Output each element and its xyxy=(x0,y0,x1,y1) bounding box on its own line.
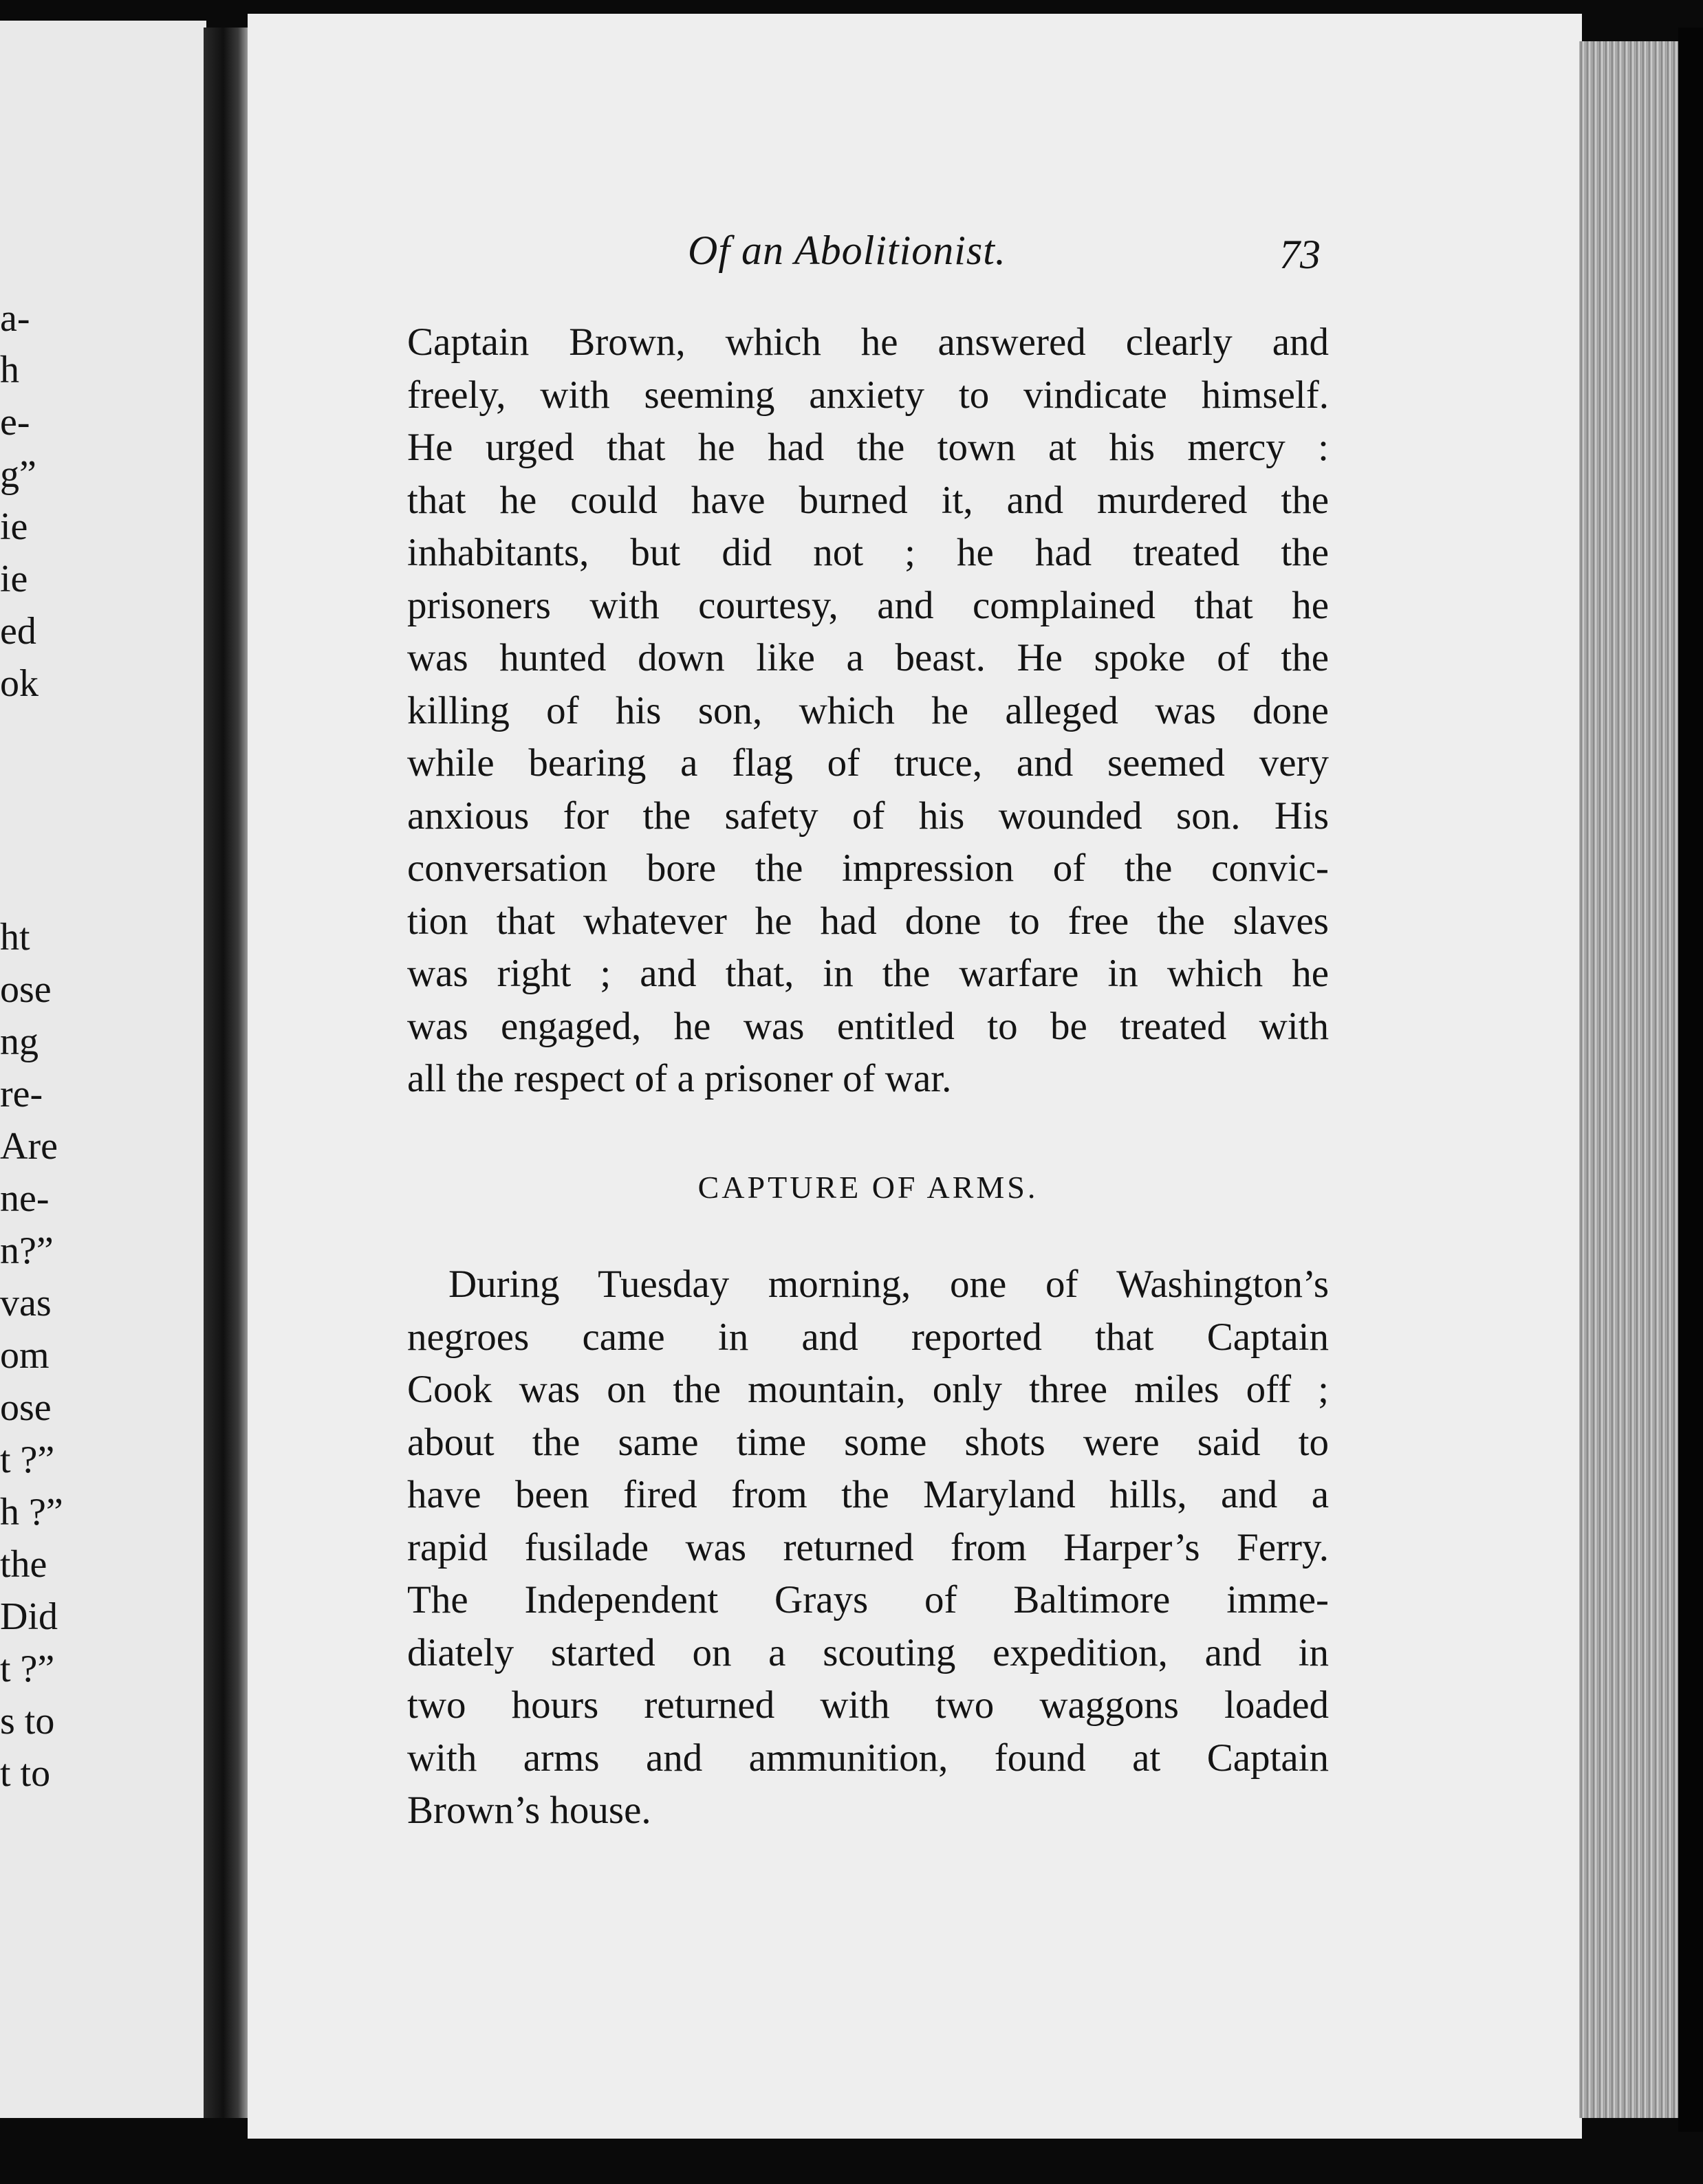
previous-page-fragment: ok xyxy=(0,662,39,705)
text-line: Cook was on the mountain, only three miles off ; xyxy=(407,1368,1329,1411)
text-line: negroes came in and reported that Captain xyxy=(407,1315,1329,1359)
previous-page-fragment: t ?” xyxy=(0,1439,55,1481)
text-line: was right ; and that, in the warfare in which he xyxy=(407,952,1329,995)
page-header xyxy=(688,227,1321,296)
page-number: 73 xyxy=(1279,232,1321,277)
text-line: two hours returned with two waggons loaded xyxy=(407,1683,1329,1727)
text-line: with arms and ammunition, found at Captain xyxy=(407,1736,1329,1780)
previous-page-fragment: ie xyxy=(0,558,28,600)
text-line: while bearing a flag of truce, and seemed very xyxy=(407,741,1329,785)
previous-page-fragment: ne- xyxy=(0,1177,50,1220)
text-line: all the respect of a prisoner of war. xyxy=(407,1057,952,1100)
text-line: tion that whatever he had done to free the slaves xyxy=(407,899,1329,943)
text-line: conversation bore the impression of the convic- xyxy=(407,847,1329,890)
previous-page-fragment: ie xyxy=(0,505,28,548)
paragraph-1 xyxy=(407,316,1329,1106)
book-gutter xyxy=(204,28,253,2118)
text-line: about the same time some shots were said to xyxy=(407,1420,1329,1464)
previous-page-fragment: h xyxy=(0,349,19,391)
previous-page-fragment: Are xyxy=(0,1125,58,1168)
previous-page-fragment: Did xyxy=(0,1595,58,1638)
previous-page-fragment: ose xyxy=(0,1386,52,1429)
previous-page-fragment: ng xyxy=(0,1020,39,1063)
scan-border xyxy=(1678,28,1703,2132)
text-line: was hunted down like a beast. He spoke of the xyxy=(407,636,1329,679)
previous-page-fragment: t ?” xyxy=(0,1648,55,1690)
previous-page-fragment: e- xyxy=(0,401,30,444)
previous-page-fragment: ed xyxy=(0,610,36,653)
page-edges xyxy=(1579,41,1682,2118)
running-head: Of an Abolitionist. xyxy=(688,228,1006,273)
text-line: was engaged, he was entitled to be treated with xyxy=(407,1004,1329,1048)
previous-page-fragment: g” xyxy=(0,453,36,496)
previous-page-fragment: ht xyxy=(0,916,30,959)
previous-page-fragment: n?” xyxy=(0,1230,54,1272)
previous-page-fragment: h ?” xyxy=(0,1491,63,1533)
text-line: inhabitants, but did not ; he had treated the xyxy=(407,531,1329,574)
previous-page xyxy=(0,21,206,2118)
text-line: prisoners with courtesy, and complained that he xyxy=(407,583,1329,627)
text-line: diately started on a scouting expedition, and in xyxy=(407,1630,1329,1674)
previous-page-fragment: om xyxy=(0,1334,50,1377)
previous-page-fragment: vas xyxy=(0,1282,52,1324)
previous-page-fragment: re- xyxy=(0,1073,43,1115)
previous-page-fragment: ose xyxy=(0,968,52,1011)
text-line: killing of his son, which he alleged was done xyxy=(407,688,1329,732)
previous-page-fragment: t to xyxy=(0,1752,51,1795)
text-line: freely, with seeming anxiety to vindicate himself. xyxy=(407,373,1329,417)
text-line: The Independent Grays of Baltimore imme- xyxy=(407,1578,1329,1621)
text-line: Brown’s house. xyxy=(407,1789,651,1832)
text-line: have been fired from the Maryland hills, and a xyxy=(407,1473,1329,1516)
text-line: He urged that he had the town at his mercy : xyxy=(407,426,1329,469)
previous-page-fragment: a- xyxy=(0,297,30,340)
paragraph-2 xyxy=(407,1258,1329,1837)
previous-page-fragment: s to xyxy=(0,1700,55,1743)
text-line: Captain Brown, which he answered clearly and xyxy=(407,320,1329,364)
section-title: CAPTURE OF ARMS. xyxy=(697,1170,1039,1205)
previous-page-fragment: the xyxy=(0,1543,47,1586)
text-line: During Tuesday morning, one of Washington’s xyxy=(448,1263,1329,1306)
text-line: rapid fusilade was returned from Harper’s Ferry. xyxy=(407,1525,1329,1569)
text-line: that he could have burned it, and murdered the xyxy=(407,478,1329,522)
text-line: anxious for the safety of his wounded son. His xyxy=(407,794,1329,838)
